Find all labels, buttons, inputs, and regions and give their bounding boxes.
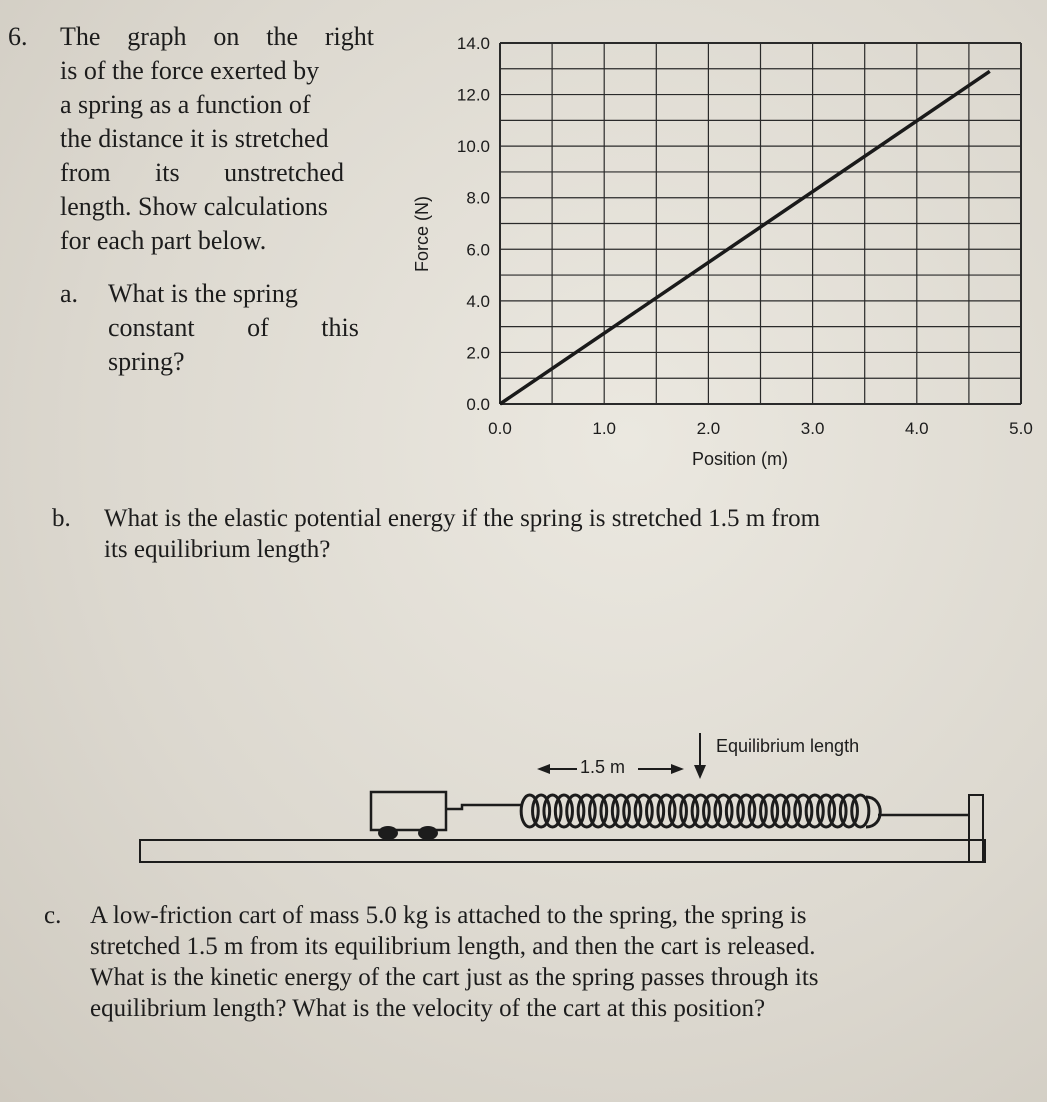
cart-wheel (378, 826, 398, 840)
y-axis-label: Force (N) (412, 196, 432, 272)
distance-arrowhead-right (671, 764, 684, 774)
intro-line: a spring as a function of (60, 90, 311, 119)
y-tick-label: 10.0 (456, 137, 490, 157)
part-a-label: a. (60, 279, 79, 308)
part-b-line: What is the elastic potential energy if the spring is stretched 1.5 m from (104, 505, 821, 532)
y-tick-label: 0.0 (466, 395, 490, 414)
y-tick-label: 6.0 (466, 240, 490, 260)
distance-label: 1.5 m (580, 757, 626, 777)
y-tick-label: 8.0 (466, 188, 490, 208)
part-b-label: b. (52, 505, 71, 532)
x-tick-label: 3.0 (800, 419, 825, 438)
x-axis-label: Position (m) (692, 449, 789, 469)
x-tick-label: 4.0 (904, 419, 929, 438)
intro-line: is of the force exerted by (60, 56, 320, 85)
cart (371, 792, 446, 830)
part-c-line: A low-friction cart of mass 5.0 kg is attached to the spring, the spring is (90, 902, 807, 929)
track (140, 840, 985, 862)
intro-line: the distance it is stretched (60, 124, 329, 153)
part-c-label: c. (44, 902, 62, 929)
part-a-line: constant of this (108, 313, 359, 342)
intro-line: for each part below. (60, 226, 267, 255)
x-tick-label: 0.0 (488, 419, 512, 438)
wall (969, 795, 983, 862)
y-tick-label: 14.0 (456, 34, 490, 53)
question-number: 6. (8, 22, 28, 51)
cart-rod (446, 805, 522, 809)
x-tick-label: 5.0 (1009, 419, 1033, 438)
x-tick-label: 1.0 (592, 419, 617, 438)
equilibrium-arrow-head (694, 765, 706, 779)
spring-coils (521, 795, 880, 827)
part-a-line: spring? (108, 347, 185, 376)
distance-arrowhead-left (537, 764, 550, 774)
y-tick-label: 2.0 (466, 343, 490, 363)
intro-line: length. Show calculations (60, 192, 328, 221)
intro-line: from its unstretched (60, 158, 344, 187)
force-position-chart (0, 0, 1047, 480)
part-b-line: its equilibrium length? (104, 536, 331, 563)
part-c-line: stretched 1.5 m from its equilibrium length, and then the cart is released. (90, 933, 816, 960)
part-a-line: What is the spring (108, 279, 298, 308)
intro-line: The graph on the right (60, 22, 374, 51)
part-c-line: What is the kinetic energy of the cart just as the spring passes through its (90, 964, 819, 991)
part-c-line: equilibrium length? What is the velocity of the cart at this position? (90, 995, 766, 1022)
equilibrium-label: Equilibrium length (716, 736, 860, 756)
x-tick-label: 2.0 (696, 419, 721, 438)
cart-wheel (418, 826, 438, 840)
y-tick-label: 4.0 (466, 291, 490, 311)
spring-cart-diagram (0, 725, 1047, 875)
y-tick-label: 12.0 (456, 85, 490, 105)
spring-coil (852, 795, 869, 827)
